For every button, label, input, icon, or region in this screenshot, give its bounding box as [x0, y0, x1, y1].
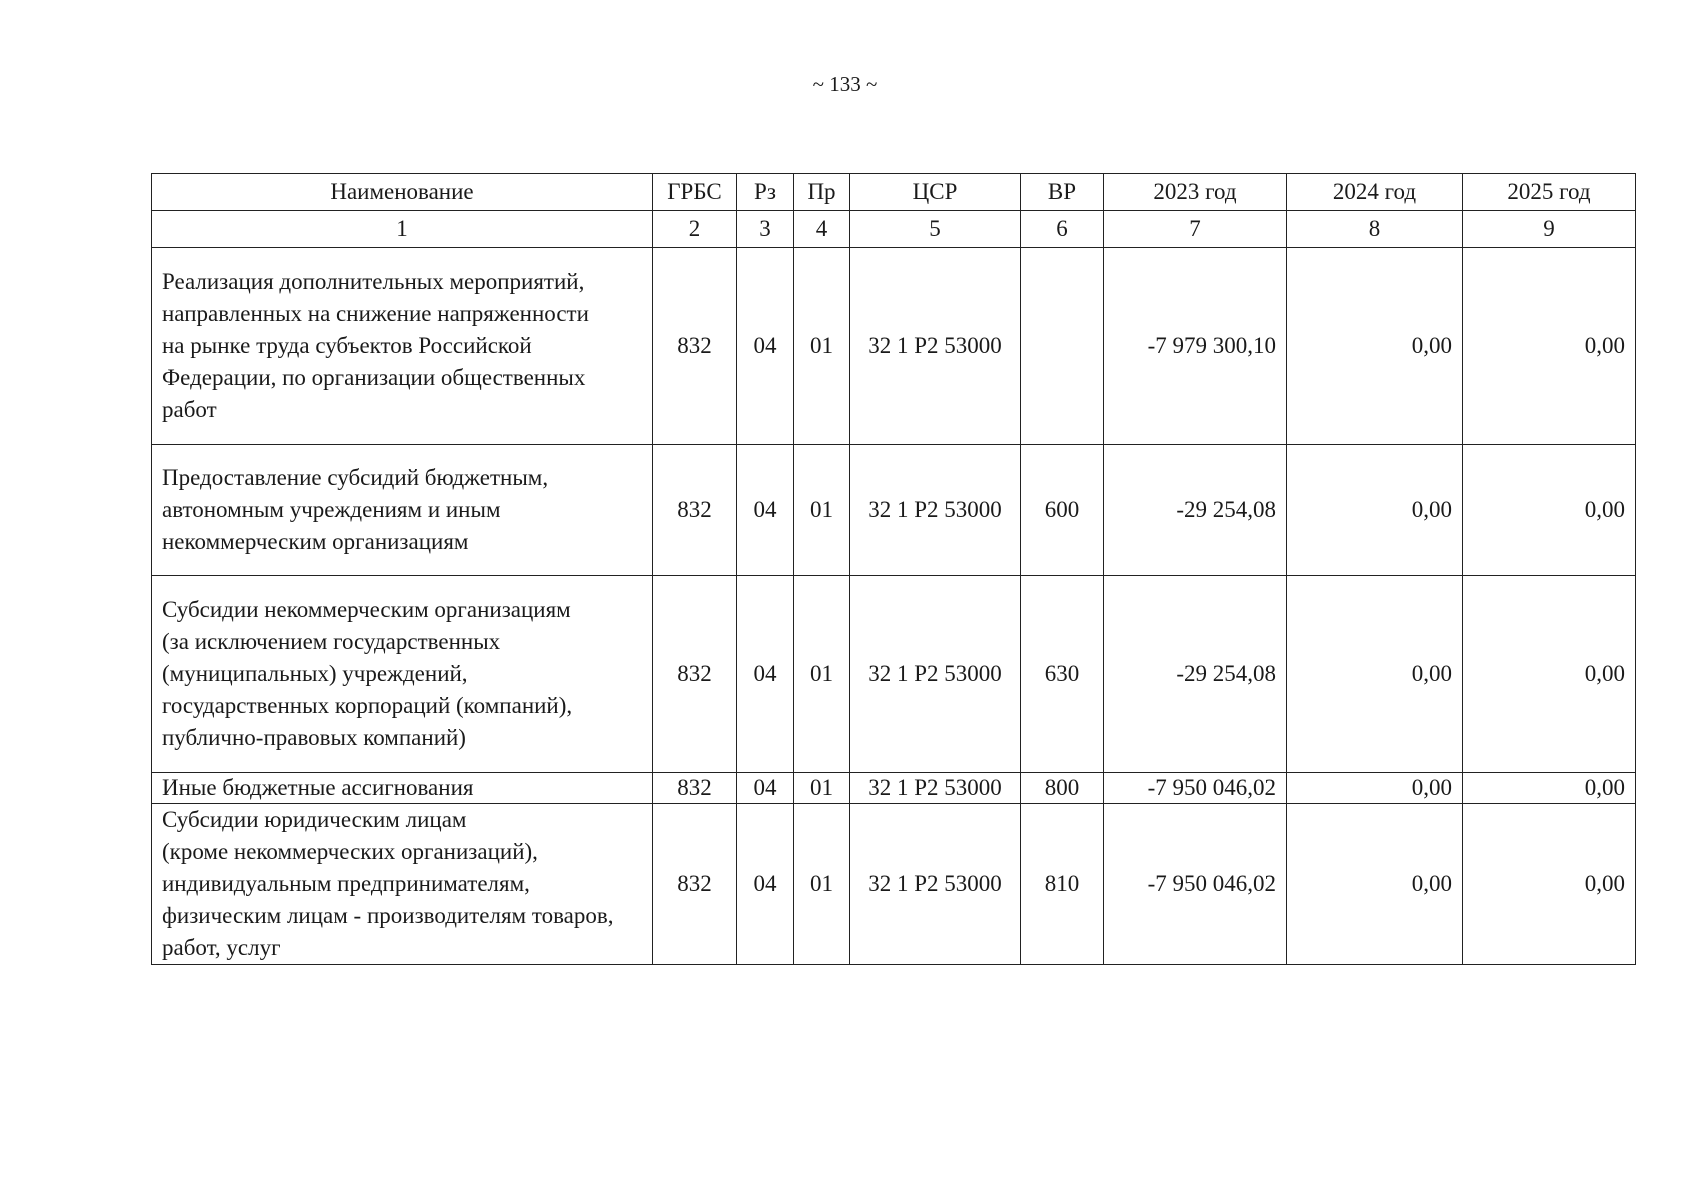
row-name — [152, 773, 653, 804]
cell-pr: 01 — [794, 445, 850, 576]
cell-2024: 0,00 — [1287, 248, 1463, 445]
name-line: некоммерческим организациям — [162, 529, 469, 554]
cell-csr: 32 1 Р2 53000 — [850, 773, 1021, 804]
cell-2025: 0,00 — [1463, 804, 1636, 965]
cell-2023: -29 254,08 — [1104, 576, 1287, 773]
cell-csr: 32 1 Р2 53000 — [850, 576, 1021, 773]
cell-grbs: 832 — [653, 804, 737, 965]
cell-vr — [1021, 248, 1104, 445]
column-number: 8 — [1287, 211, 1463, 248]
cell-2025: 0,00 — [1463, 445, 1636, 576]
table-header-row — [152, 174, 1636, 211]
name-line: работ — [162, 397, 217, 422]
budget-table — [151, 173, 1636, 965]
cell-rz: 04 — [737, 804, 794, 965]
cell-vr: 630 — [1021, 576, 1104, 773]
cell-csr: 32 1 Р2 53000 — [850, 248, 1021, 445]
name-line: (муниципальных) учреждений, — [162, 661, 468, 686]
cell-pr: 01 — [794, 248, 850, 445]
cell-pr: 01 — [794, 576, 850, 773]
header-pr: Пр — [794, 174, 850, 211]
row-name — [152, 445, 653, 576]
name-line: Иные бюджетные ассигнования — [162, 775, 474, 800]
cell-2025: 0,00 — [1463, 576, 1636, 773]
table-row — [152, 804, 1636, 965]
cell-2024: 0,00 — [1287, 445, 1463, 576]
cell-vr: 800 — [1021, 773, 1104, 804]
cell-csr: 32 1 Р2 53000 — [850, 804, 1021, 965]
column-number: 9 — [1463, 211, 1636, 248]
row-name — [152, 804, 653, 965]
name-line: направленных на снижение напряженности — [162, 301, 589, 326]
cell-rz: 04 — [737, 445, 794, 576]
table-row — [152, 576, 1636, 773]
cell-2023: -7 950 046,02 — [1104, 773, 1287, 804]
name-line: Реализация дополнительных мероприятий, — [162, 269, 585, 294]
cell-2024: 0,00 — [1287, 576, 1463, 773]
column-number: 1 — [152, 211, 653, 248]
name-line: Субсидии некоммерческим организациям — [162, 597, 571, 622]
name-line: работ, услуг — [162, 935, 281, 960]
page-number: ~ 133 ~ — [812, 72, 878, 96]
name-line: Предоставление субсидий бюджетным, — [162, 465, 549, 490]
name-line: Федерации, по организации общественных — [162, 365, 586, 390]
column-number: 5 — [850, 211, 1021, 248]
cell-2025: 0,00 — [1463, 773, 1636, 804]
cell-rz: 04 — [737, 576, 794, 773]
column-number-row — [152, 211, 1636, 248]
name-line: индивидуальным предпринимателям, — [162, 871, 530, 896]
cell-2023: -7 979 300,10 — [1104, 248, 1287, 445]
header-2023: 2023 год — [1104, 174, 1287, 211]
cell-grbs: 832 — [653, 576, 737, 773]
name-line: физическим лицам - производителям товаров, — [162, 903, 614, 928]
name-line: автономным учреждениям и иным — [162, 497, 501, 522]
name-line: государственных корпораций (компаний), — [162, 693, 573, 718]
cell-rz: 04 — [737, 773, 794, 804]
cell-2024: 0,00 — [1287, 804, 1463, 965]
header-rz: Рз — [737, 174, 794, 211]
cell-rz: 04 — [737, 248, 794, 445]
header-csr: ЦСР — [850, 174, 1021, 211]
name-line: Субсидии юридическим лицам — [162, 807, 467, 832]
cell-pr: 01 — [794, 773, 850, 804]
cell-2024: 0,00 — [1287, 773, 1463, 804]
cell-csr: 32 1 Р2 53000 — [850, 445, 1021, 576]
header-2025: 2025 год — [1463, 174, 1636, 211]
column-number: 4 — [794, 211, 850, 248]
cell-grbs: 832 — [653, 445, 737, 576]
name-line: (кроме некоммерческих организаций), — [162, 839, 538, 864]
header-name: Наименование — [152, 174, 653, 211]
cell-vr: 600 — [1021, 445, 1104, 576]
cell-vr: 810 — [1021, 804, 1104, 965]
name-line: (за исключением государственных — [162, 629, 501, 654]
cell-2023: -29 254,08 — [1104, 445, 1287, 576]
column-number: 6 — [1021, 211, 1104, 248]
table-row — [152, 445, 1636, 576]
cell-grbs: 832 — [653, 773, 737, 804]
column-number: 3 — [737, 211, 794, 248]
header-vr: ВР — [1021, 174, 1104, 211]
header-2024: 2024 год — [1287, 174, 1463, 211]
row-name — [152, 576, 653, 773]
cell-grbs: 832 — [653, 248, 737, 445]
cell-pr: 01 — [794, 804, 850, 965]
name-line: публично-правовых компаний) — [162, 725, 466, 750]
row-name — [152, 248, 653, 445]
cell-2025: 0,00 — [1463, 248, 1636, 445]
table-row — [152, 248, 1636, 445]
name-line: на рынке труда субъектов Российской — [162, 333, 532, 358]
column-number: 7 — [1104, 211, 1287, 248]
cell-2023: -7 950 046,02 — [1104, 804, 1287, 965]
table-row — [152, 773, 1636, 804]
column-number: 2 — [653, 211, 737, 248]
header-grbs: ГРБС — [653, 174, 737, 211]
